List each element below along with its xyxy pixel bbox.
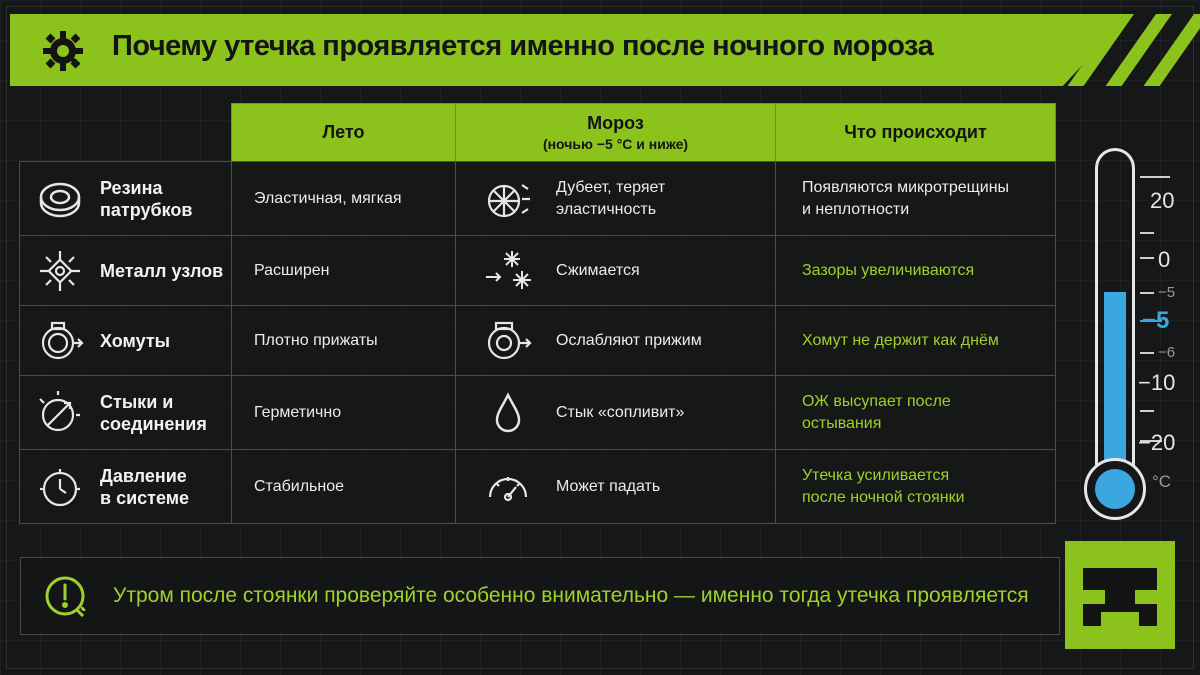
scale-tick — [1140, 257, 1154, 259]
snowflakes-compress-icon — [484, 247, 532, 295]
gear-icon — [40, 28, 86, 74]
drop-icon — [484, 389, 532, 437]
table-corner — [19, 103, 232, 162]
what-happens-cell: Появляются микротрещины и неплотности — [775, 161, 1056, 236]
frost-cell: Стык «сопливит» — [455, 375, 776, 450]
scale-tick — [1140, 352, 1154, 354]
column-header-summer: Лето — [231, 103, 456, 162]
comparison-table — [20, 104, 1056, 524]
scale-label-minus5-small: −5 — [1158, 284, 1176, 301]
summer-cell: Стабильное — [231, 449, 456, 524]
table-row-label: Хомуты — [19, 305, 232, 376]
frost-cell: Может падать — [455, 449, 776, 524]
scale-tick — [1140, 292, 1154, 294]
loose-clamp-icon — [484, 317, 532, 365]
scale-label-minus20: −20 — [1138, 430, 1176, 455]
what-happens-cell: Зазоры увеличиваются — [775, 235, 1056, 306]
scale-tick — [1140, 232, 1154, 234]
what-happens-cell: Хомут не держит как днём — [775, 305, 1056, 376]
table-row-label: Давление в системе — [19, 449, 232, 524]
scale-label-current: −5 — [1142, 307, 1170, 334]
header-stripes — [1040, 14, 1200, 86]
summer-cell: Эластичная, мягкая — [231, 161, 456, 236]
table-row-label: Стыки и соединения — [19, 375, 232, 450]
thermometer-bulb-fill — [1095, 469, 1135, 509]
brand-logo-mark — [1083, 568, 1157, 626]
tip-banner — [20, 557, 1060, 635]
frozen-ring-icon — [484, 175, 532, 223]
page-title: Почему утечка проявляется именно после ночного мороза — [112, 30, 934, 62]
hose-clamp-icon — [36, 317, 84, 365]
column-header-what: Что происходит — [775, 103, 1056, 162]
frost-cell: Ослабляют прижим — [455, 305, 776, 376]
rubber-hose-ring-icon — [36, 175, 84, 223]
dropping-gauge-icon — [484, 463, 532, 511]
summer-cell: Плотно прижаты — [231, 305, 456, 376]
scale-tick — [1140, 410, 1154, 412]
tip-text: Утром после стоянки проверяйте особенно внимательно — именно тогда утечка проявляется — [113, 584, 1029, 607]
scale-label-minus6: −6 — [1158, 344, 1176, 361]
scale-label-20: 20 — [1150, 188, 1175, 213]
frost-cell: Сжимается — [455, 235, 776, 306]
what-happens-cell: Утечка усиливается после ночной стоянки — [775, 449, 1056, 524]
metal-joint-icon — [36, 247, 84, 295]
summer-cell: Расширен — [231, 235, 456, 306]
pressure-gauge-icon — [36, 463, 84, 511]
column-header-frost-subtitle: (ночью −5 °С и ниже) — [542, 136, 689, 152]
scale-label-minus10: −10 — [1138, 370, 1176, 395]
scale-label-0: 0 — [1158, 247, 1171, 272]
pipe-joint-icon — [36, 389, 84, 437]
summer-cell: Герметично — [231, 375, 456, 450]
column-header-frost: Мороз (ночью −5 °С и ниже) — [455, 103, 776, 162]
what-happens-cell: ОЖ высупает после остывания — [775, 375, 1056, 450]
table-row-label: Резина патрубков — [19, 161, 232, 236]
warning-icon — [43, 574, 89, 620]
frost-cell: Дубеет, теряет эластичность — [455, 161, 776, 236]
scale-tick — [1140, 176, 1170, 178]
scale-unit: °С — [1152, 472, 1172, 491]
table-row-label: Металл узлов — [19, 235, 232, 306]
